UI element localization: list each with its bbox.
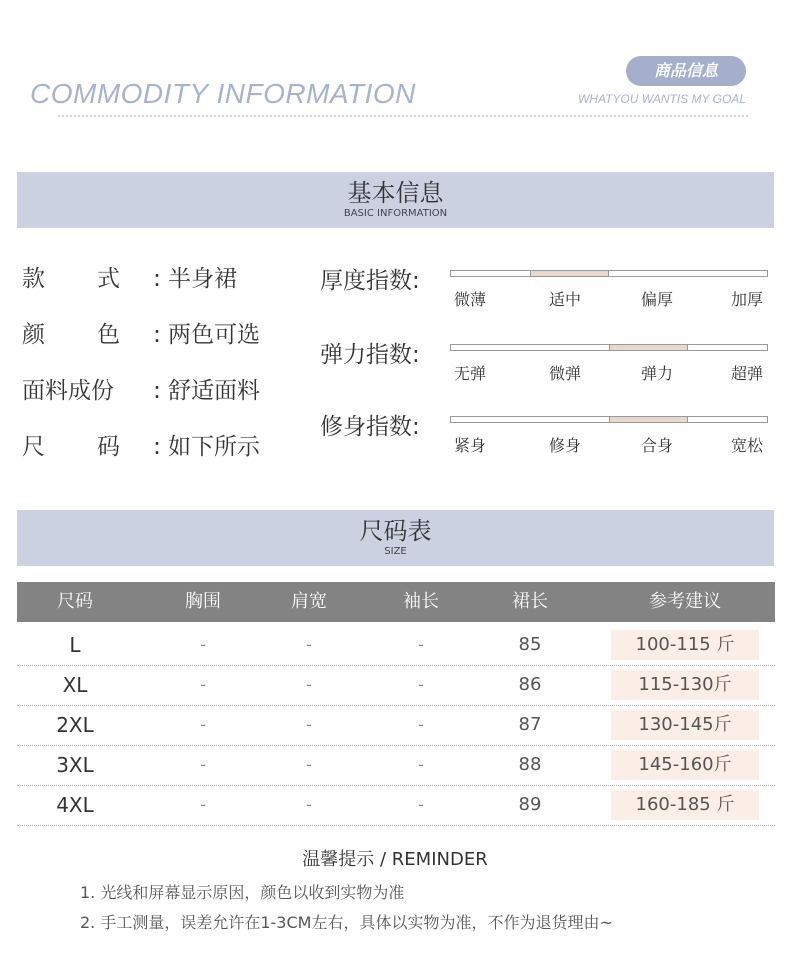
- table-cell-recommend: 130-145斤: [638, 714, 732, 735]
- index-tick-label: 无弹: [453, 364, 487, 383]
- index-ticks: [450, 361, 768, 381]
- index-label: 弹力指数:: [320, 342, 420, 368]
- index-segment: [451, 345, 530, 350]
- size-chart-banner-title: 尺码表: [359, 517, 432, 545]
- table-cell-size: XL: [62, 673, 88, 697]
- size-chart-banner: [17, 510, 774, 566]
- table-cell-size: 4XL: [56, 793, 94, 817]
- index-tick-label: 微弹: [548, 364, 582, 383]
- index-segment: [530, 417, 609, 422]
- index-bar: [450, 416, 768, 423]
- index-segment-selected: [609, 417, 688, 422]
- index-segment: [609, 271, 688, 276]
- info-colon: :: [153, 266, 161, 292]
- size-chart-banner-subtitle: SIZE: [384, 546, 407, 557]
- table-row: [17, 745, 775, 786]
- table-cell-skirt-length: 88: [518, 754, 542, 775]
- reminder-title: 温馨提示 / REMINDER: [302, 849, 488, 870]
- reminder-line: 1. 光线和屏幕显示原因，颜色以收到实物为准: [80, 883, 405, 902]
- info-label: 颜 色: [22, 322, 120, 348]
- info-value: 舒适面料: [168, 378, 260, 404]
- header-divider: [58, 115, 748, 117]
- header-slogan: WHATYOU WANTIS MY GOAL: [577, 92, 746, 106]
- info-row-style: [22, 260, 237, 293]
- table-cell-sleeve: -: [418, 795, 424, 814]
- table-cell-shoulder: -: [306, 795, 312, 814]
- table-cell-recommend: 115-130斤: [638, 674, 732, 695]
- table-cell-recommend: 100-115 斤: [635, 634, 735, 655]
- index-tick-label: 加厚: [730, 290, 764, 309]
- info-label: 面料成份: [22, 378, 114, 404]
- info-value: 半身裙: [168, 266, 237, 292]
- info-value: 两色可选: [168, 322, 260, 348]
- info-colon: :: [153, 322, 161, 348]
- basic-info-banner-title: 基本信息: [347, 179, 444, 207]
- table-cell-shoulder: -: [306, 715, 312, 734]
- table-cell-skirt-length: 87: [518, 714, 542, 735]
- index-tick-label: 超弹: [730, 364, 764, 383]
- index-tick-label: 弹力: [640, 364, 674, 383]
- table-cell-bust: -: [200, 795, 206, 814]
- table-cell-bust: -: [200, 715, 206, 734]
- table-cell-skirt-length: 85: [518, 634, 542, 655]
- index-tick-label: 偏厚: [640, 290, 674, 309]
- index-bar: [450, 344, 768, 351]
- table-cell-recommend: 145-160斤: [638, 754, 732, 775]
- index-tick-label: 宽松: [730, 436, 764, 455]
- index-tick-label: 修身: [548, 436, 582, 455]
- commodity-title: COMMODITY INFORMATION: [30, 78, 416, 109]
- table-cell-shoulder: -: [306, 675, 312, 694]
- column-header: 肩宽: [291, 591, 327, 612]
- table-cell-bust: -: [200, 755, 206, 774]
- index-label: 修身指数:: [320, 414, 420, 440]
- index-segment: [530, 345, 609, 350]
- info-value: 如下所示: [168, 434, 260, 460]
- basic-info-banner-subtitle: BASIC INFORMATION: [343, 208, 448, 219]
- column-header: 尺码: [57, 591, 93, 612]
- table-row: [17, 625, 775, 666]
- table-cell-size: L: [69, 633, 81, 657]
- product-info-badge: 商品信息: [626, 56, 746, 86]
- info-colon: :: [153, 434, 161, 460]
- info-colon: :: [153, 378, 161, 404]
- table-cell-bust: -: [200, 635, 206, 654]
- table-row: [17, 665, 775, 706]
- table-cell-size: 2XL: [56, 713, 94, 737]
- index-tick-label: 合身: [640, 436, 674, 455]
- table-cell-sleeve: -: [418, 755, 424, 774]
- index-segment: [451, 271, 530, 276]
- table-cell-skirt-length: 89: [518, 794, 542, 815]
- index-segment: [451, 417, 530, 422]
- index-segment-selected: [609, 345, 688, 350]
- table-cell-shoulder: -: [306, 635, 312, 654]
- table-cell-shoulder: -: [306, 755, 312, 774]
- index-segment: [688, 417, 767, 422]
- index-segment: [688, 345, 767, 350]
- table-cell-sleeve: -: [418, 635, 424, 654]
- info-label: 尺 码: [22, 434, 120, 460]
- info-row-color: [22, 316, 260, 349]
- index-segment: [688, 271, 767, 276]
- info-label: 款 式: [22, 266, 120, 292]
- index-segment-selected: [530, 271, 609, 276]
- table-cell-recommend: 160-185 斤: [635, 794, 735, 815]
- basic-info-banner: [17, 172, 774, 228]
- table-row: [17, 785, 775, 826]
- table-cell-sleeve: -: [418, 715, 424, 734]
- table-cell-sleeve: -: [418, 675, 424, 694]
- index-tick-label: 紧身: [453, 436, 487, 455]
- info-row-size: [22, 428, 260, 461]
- column-header: 参考建议: [649, 591, 721, 612]
- table-cell-size: 3XL: [56, 753, 94, 777]
- index-tick-label: 微薄: [453, 290, 487, 309]
- size-table-header: [17, 582, 775, 622]
- column-header: 袖长: [403, 591, 439, 612]
- index-label: 厚度指数:: [320, 268, 420, 294]
- reminder-line: 2. 手工测量，误差允许在1-3CM左右，具体以实物为准，不作为退货理由~: [80, 913, 613, 932]
- column-header: 胸围: [185, 591, 221, 612]
- index-bar: [450, 270, 768, 277]
- table-row: [17, 705, 775, 746]
- info-row-fabric: [22, 372, 260, 405]
- column-header: 裙长: [512, 591, 548, 612]
- table-cell-skirt-length: 86: [518, 674, 542, 695]
- index-ticks: [450, 433, 768, 453]
- index-tick-label: 适中: [548, 290, 582, 309]
- table-cell-bust: -: [200, 675, 206, 694]
- index-ticks: [450, 287, 768, 307]
